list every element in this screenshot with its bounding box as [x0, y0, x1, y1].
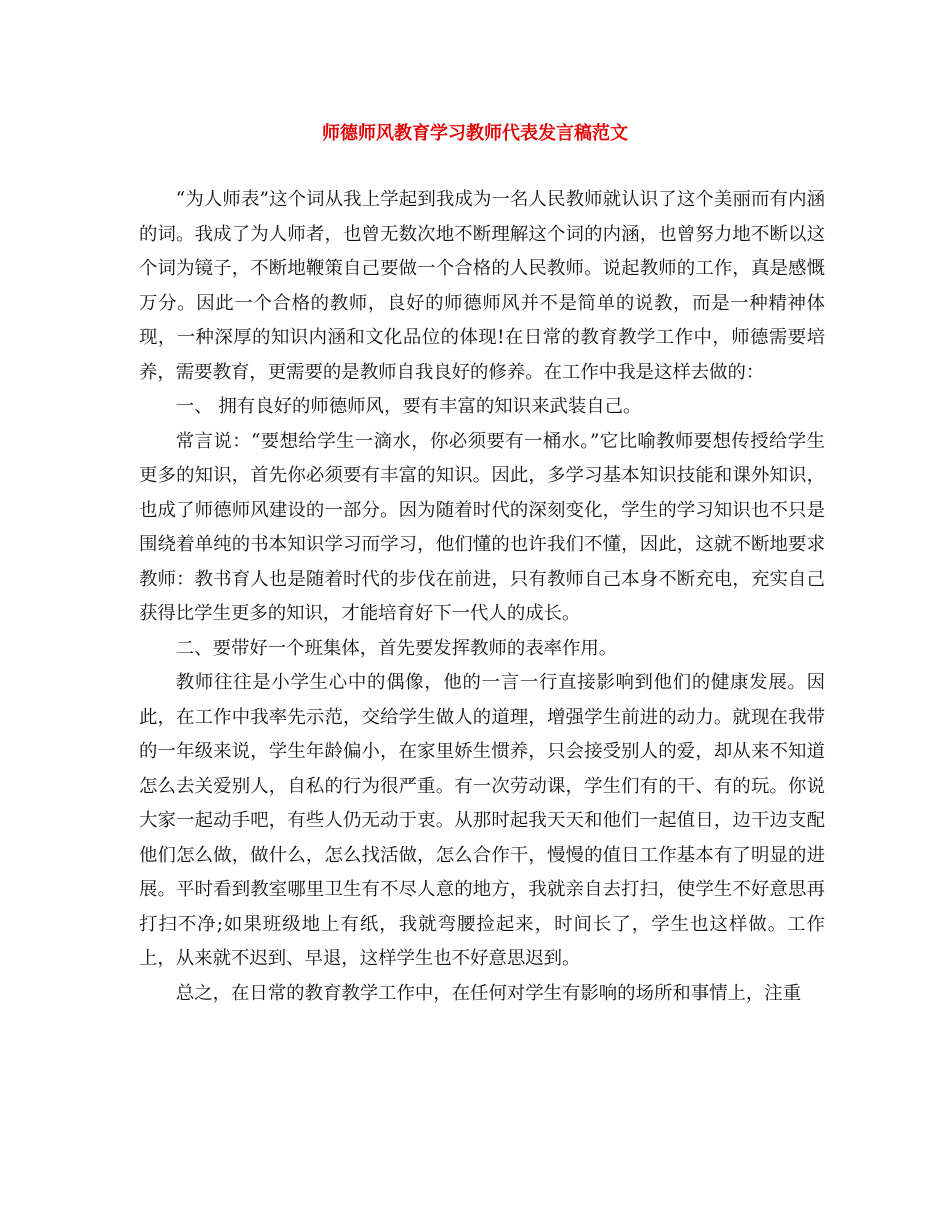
document-title: 师德师风教育学习教师代表发言稿范文 [322, 123, 628, 144]
paragraph-conclusion: 总之，在日常的教育教学工作中，在任何对学生有影响的场所和事情上，注重 [175, 982, 802, 1004]
paragraph-heading-1: 一、 拥有良好的师德师风，要有丰富的知识来武装自己。 [175, 396, 642, 417]
document-body [139, 183, 825, 1011]
paragraph-example: 教师往往是小学生心中的偶像，他的一言一行直接影响到他们的健康发展。因此，在工作中我率先示范，交给学生做人的道理，增强学生前进的动力。就现在我带的一年级来说，学生年龄偏小，在家里娇生惯养，只会接受别人的爱，却从来不知道怎么去关爱别人，自私的行为很严重。有一次劳动课，学生们有的干、有的玩。你说大家一起动手吧，有些人仍无动于衷。从那时起我天天和他们一起值日，边干边支配他们怎么做，做什么，怎么找活做，怎么合作干，慢慢的值日工作基本有了明显的进展。平时看到教室哪里卫生有不尽人意的地方，我就亲自去打扫，使学生不好意思再打扫不净;如果班级地上有纸，我就弯腰捡起来，时间长了，学生也这样做。工作上，从来就不迟到、早退，这样学生也不好意思迟到。 [139, 672, 825, 969]
paragraph-heading-2: 二、要带好一个班集体，首先要发挥教师的表率作用。 [175, 637, 618, 659]
paragraph-intro: “为人师表”这个词从我上学起到我成为一名人民教师就认识了这个美丽而有内涵的词。我成了为人师者，也曾无数次地不断理解这个词的内涵，也曾努力地不断以这个词为镜子，不断地鞭策自己要做一个合格的人民教师。说起教师的工作，真是感慨万分。因此一个合格的教师，良好的师德师风并不是简单的说教，而是一种精神体现，一种深厚的知识内涵和文化品位的体现!在日常的教育教学工作中，师德需要培养，需要教育，更需要的是教师自我良好的修养。在工作中我是这样去做的： [139, 189, 825, 383]
paragraph-knowledge: 常言说：“要想给学生一滴水，你必须要有一桶水。”它比喻教师要想传授给学生更多的知识，首先你必须要有丰富的知识。因此，多学习基本知识技能和课外知识，也成了师德师风建设的一部分。因为随着时代的深刻变化，学生的学习知识也不只是围绕着单纯的书本知识学习而学习，他们懂的也许我们不懂，因此，这就不断地要求教师：教书育人也是随着时代的步伐在前进，只有教师自己本身不断充电，充实自己获得比学生更多的知识，才能培育好下一代人的成长。 [139, 430, 825, 624]
